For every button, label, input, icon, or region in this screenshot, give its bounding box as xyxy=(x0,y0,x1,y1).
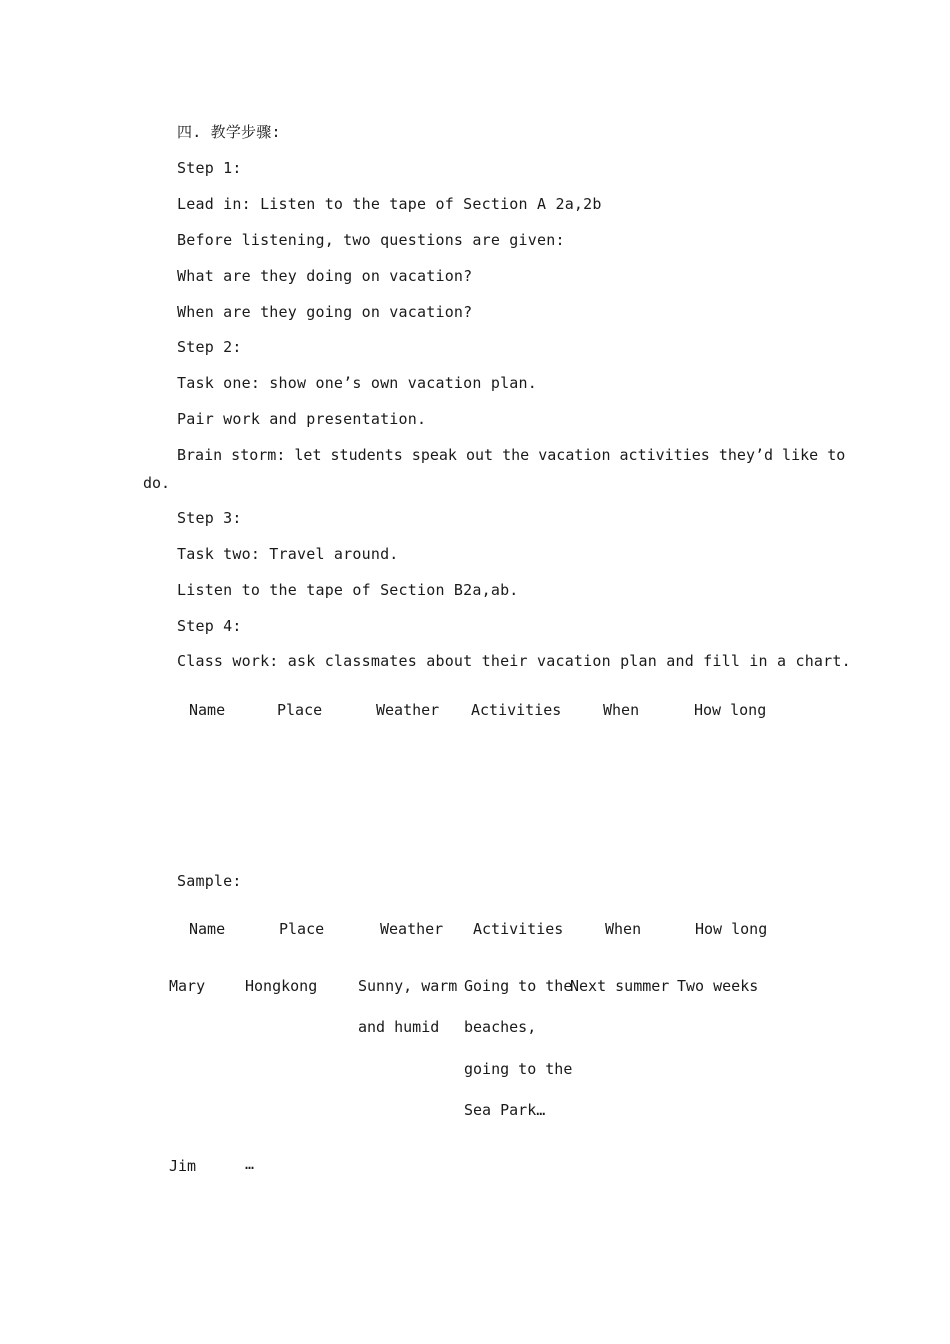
mary-place-cell: Hongkong xyxy=(245,977,318,995)
jim-place-cell: … xyxy=(245,1155,255,1173)
mary-activities-line1: Going to the xyxy=(464,977,573,995)
mary-activities-line4: Sea Park… xyxy=(464,1101,546,1119)
chart2-header-place: Place xyxy=(279,920,325,938)
chart1-header-when: When xyxy=(603,701,640,719)
step1-title: Step 1: xyxy=(177,159,242,177)
chart2-header-weather: Weather xyxy=(380,920,444,938)
class-work-text: Class work: ask classmates about their vacation plan and fill in a chart. xyxy=(177,652,851,670)
task-one-text: Task one: show one’s own vacation plan. xyxy=(177,374,537,392)
step2-title: Step 2: xyxy=(177,338,242,356)
chart1-header-how-long: How long xyxy=(694,701,767,719)
question-1: What are they doing on vacation? xyxy=(177,267,473,285)
chart2-header-activities: Activities xyxy=(473,920,564,938)
question-2: When are they going on vacation? xyxy=(177,303,473,321)
brain-storm-text-line2: do. xyxy=(143,474,171,492)
mary-when-cell: Next summer xyxy=(570,977,670,995)
chart1-header-activities: Activities xyxy=(471,701,562,719)
chart2-header-how-long: How long xyxy=(695,920,768,938)
mary-weather-line2: and humid xyxy=(358,1018,440,1036)
chart1-header-name: Name xyxy=(189,701,226,719)
mary-name-cell: Mary xyxy=(169,977,206,995)
listen-b-text: Listen to the tape of Section B2a,ab. xyxy=(177,581,519,599)
chart2-header-name: Name xyxy=(189,920,226,938)
step4-title: Step 4: xyxy=(177,617,242,635)
mary-activities-line2: beaches, xyxy=(464,1018,537,1036)
sample-label: Sample: xyxy=(177,872,242,890)
brain-storm-text-line1: Brain storm: let students speak out the vacation activities they’d like to xyxy=(177,446,846,464)
mary-weather-line1: Sunny, warm xyxy=(358,977,458,995)
jim-name-cell: Jim xyxy=(169,1157,197,1175)
lead-in-text: Lead in: Listen to the tape of Section A 2a,2b xyxy=(177,195,602,213)
step3-title: Step 3: xyxy=(177,509,242,527)
chart1-header-weather: Weather xyxy=(376,701,440,719)
pair-work-text: Pair work and presentation. xyxy=(177,410,427,428)
before-listening-text: Before listening, two questions are given: xyxy=(177,231,565,249)
mary-how-long-cell: Two weeks xyxy=(677,977,759,995)
chart1-header-place: Place xyxy=(277,701,323,719)
chart2-header-when: When xyxy=(605,920,642,938)
section-heading: 四. 教学步骤: xyxy=(177,123,281,141)
mary-activities-line3: going to the xyxy=(464,1060,573,1078)
task-two-text: Task two: Travel around. xyxy=(177,545,399,563)
